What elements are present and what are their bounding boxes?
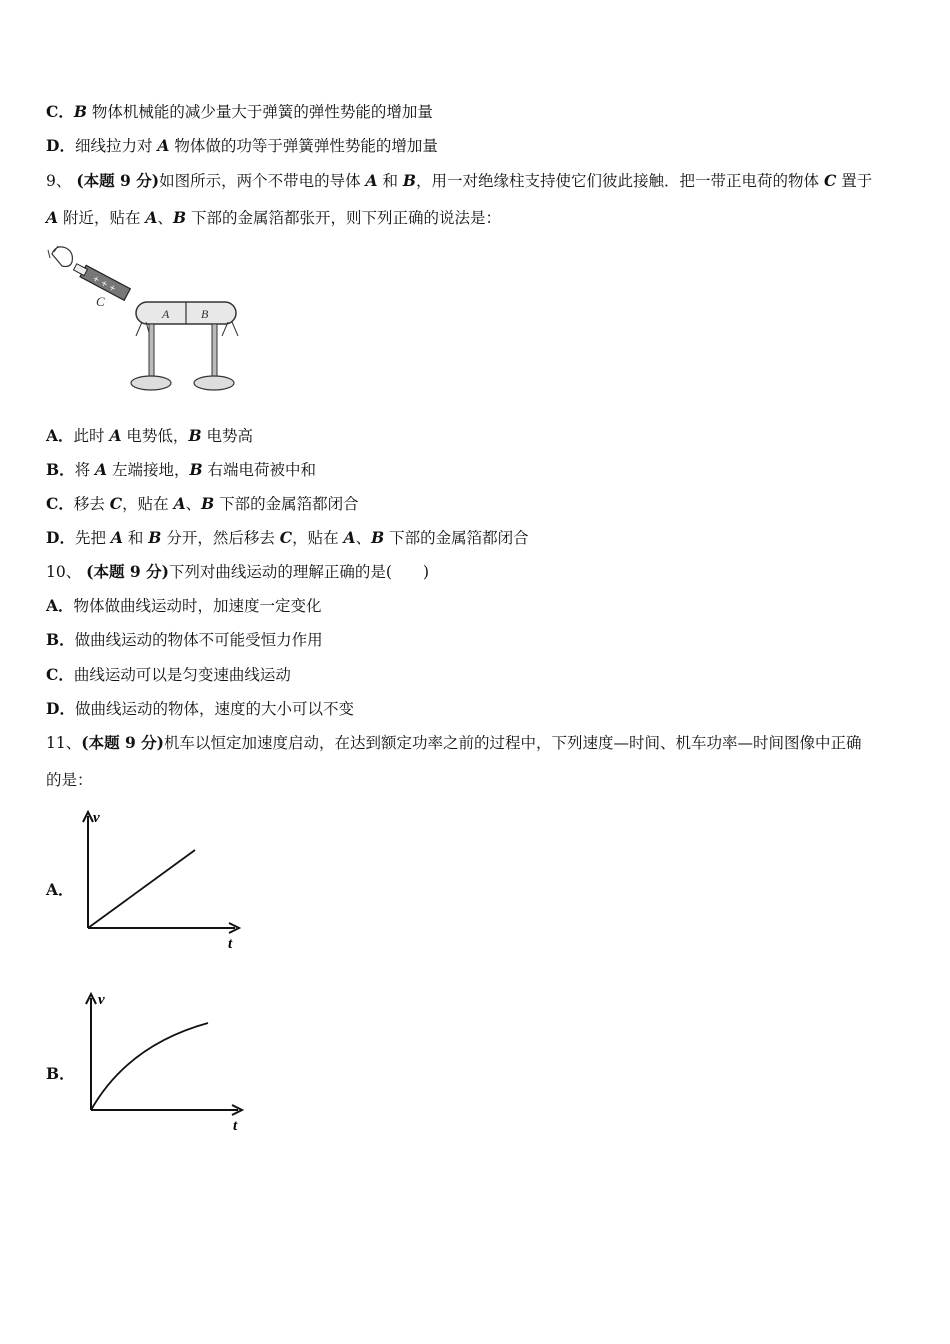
- option-text: 电势低，: [121, 427, 189, 445]
- var-b: B: [371, 528, 385, 547]
- var-b: B: [189, 460, 203, 479]
- option-text: 、: [185, 495, 202, 513]
- option-text: 物体做曲线运动时，加速度一定变化: [73, 597, 322, 615]
- var-a: A: [46, 208, 59, 227]
- q8-option-c: [46, 102, 433, 122]
- q9-stem-line1: [46, 171, 872, 191]
- option-text: 细线拉力对: [74, 137, 158, 155]
- option-letter: A．: [46, 596, 74, 615]
- option-text: 下部的金属箔都闭合: [384, 529, 529, 547]
- question-number: 9、: [46, 172, 72, 190]
- x-label: t: [233, 1118, 238, 1134]
- option-text: 此时: [73, 427, 110, 445]
- q9-option-b: [46, 460, 316, 480]
- stem-text: 机车以恒定加速度启动，在达到额定功率之前的过程中，下列速度—时间、机车功率—时间图像中正确: [163, 734, 862, 752]
- option-text: 和: [122, 529, 149, 547]
- stem-text: 附近，贴在: [58, 209, 146, 227]
- option-text: 分开，然后移去: [161, 529, 280, 547]
- option-text: ，贴在: [122, 495, 174, 513]
- var-a: A: [343, 528, 356, 547]
- y-label: v: [98, 992, 105, 1008]
- option-text: 先把: [74, 529, 111, 547]
- svg-text:+ + +: + + +: [91, 273, 118, 294]
- var-c: C: [109, 494, 123, 513]
- q10-option-b: [46, 630, 323, 650]
- q9-option-a: [46, 426, 253, 446]
- option-text: 、: [355, 529, 372, 547]
- q11-stem: [46, 733, 862, 753]
- var-a: A: [145, 208, 158, 227]
- option-letter: C．: [46, 494, 74, 513]
- var-a: A: [173, 494, 186, 513]
- var-c: C: [279, 528, 293, 547]
- graph-a-label: A．: [46, 880, 74, 899]
- var-a: A: [365, 171, 378, 190]
- v-t-line: [88, 850, 195, 928]
- option-text: ，贴在: [292, 529, 344, 547]
- option-text: 将: [74, 461, 96, 479]
- option-letter: C．: [46, 102, 74, 121]
- q9-stem-line2: [46, 208, 501, 228]
- label-b: B: [201, 307, 209, 321]
- option-letter: B．: [46, 460, 75, 479]
- option-letter: A．: [46, 426, 74, 445]
- stem-text: 的是：: [46, 771, 93, 789]
- q8-option-d: [46, 136, 438, 156]
- q11-stem-cont: [46, 770, 93, 790]
- stem-text: 和: [377, 172, 403, 190]
- option-text: 下部的金属箔都闭合: [214, 495, 359, 513]
- var-a: A: [109, 426, 122, 445]
- q9-conductor-figure: [44, 240, 254, 400]
- stand-right: [212, 324, 217, 379]
- option-text: 做曲线运动的物体不可能受恒力作用: [74, 631, 323, 649]
- q10-option-d: [46, 699, 354, 719]
- option-letter: D．: [46, 699, 75, 718]
- score-note: (本题 9 分): [76, 171, 160, 190]
- stand-left: [149, 324, 154, 379]
- option-text: 物体机械能的减少量大于弹簧的弹性势能的增加量: [86, 103, 433, 121]
- option-letter: B．: [46, 630, 75, 649]
- option-text: 电势高: [201, 427, 253, 445]
- stem-text: 下列对曲线运动的理解正确的是( ): [168, 563, 430, 581]
- q9-option-d: [46, 528, 529, 548]
- option-text: 左端接地，: [107, 461, 190, 479]
- q10-option-a: [46, 596, 322, 616]
- var-b: B: [201, 494, 215, 513]
- var-a: A: [157, 136, 170, 155]
- option-text: 右端电荷被中和: [202, 461, 317, 479]
- base-left: [131, 376, 171, 390]
- option-letter: D．: [46, 136, 75, 155]
- option-text: 做曲线运动的物体，速度的大小可以不变: [74, 700, 354, 718]
- question-number: 10、: [46, 563, 82, 581]
- q9-option-c: [46, 494, 359, 514]
- stem-text: 、: [157, 209, 173, 227]
- var-b: B: [188, 426, 202, 445]
- stem-text: 置于: [836, 172, 873, 190]
- label-c: C: [96, 294, 105, 309]
- var-b: B: [148, 528, 162, 547]
- var-a: A: [110, 528, 123, 547]
- score-note: (本题 9 分): [81, 733, 164, 752]
- stem-text: ，用一对绝缘柱支持使它们彼此接触．把一带正电荷的物体: [416, 172, 824, 190]
- x-label: t: [228, 936, 233, 952]
- q10-stem: [46, 562, 429, 582]
- y-label: v: [93, 810, 100, 826]
- base-right: [194, 376, 234, 390]
- var-b: B: [73, 102, 87, 121]
- graph-b-label: B．: [46, 1064, 75, 1083]
- option-letter: C．: [46, 665, 74, 684]
- option-text: 曲线运动可以是匀变速曲线运动: [73, 666, 291, 684]
- var-b: B: [172, 208, 187, 227]
- var-b: B: [402, 171, 416, 190]
- stem-text: 如图所示，两个不带电的导体: [159, 172, 366, 190]
- question-number: 11、: [46, 734, 82, 752]
- score-note: (本题 9 分): [86, 562, 169, 581]
- var-c: C: [823, 171, 837, 190]
- stem-text: 下部的金属箔都张开，则下列正确的说法是：: [186, 209, 501, 227]
- v-t-curve: [91, 1023, 208, 1110]
- label-a: A: [162, 307, 170, 321]
- graph-b: [78, 990, 258, 1135]
- option-text: 移去: [73, 495, 110, 513]
- var-a: A: [95, 460, 108, 479]
- graph-a: [75, 808, 255, 953]
- option-text: 物体做的功等于弹簧弹性势能的增加量: [169, 137, 438, 155]
- option-letter: D．: [46, 528, 75, 547]
- q10-option-c: [46, 665, 291, 685]
